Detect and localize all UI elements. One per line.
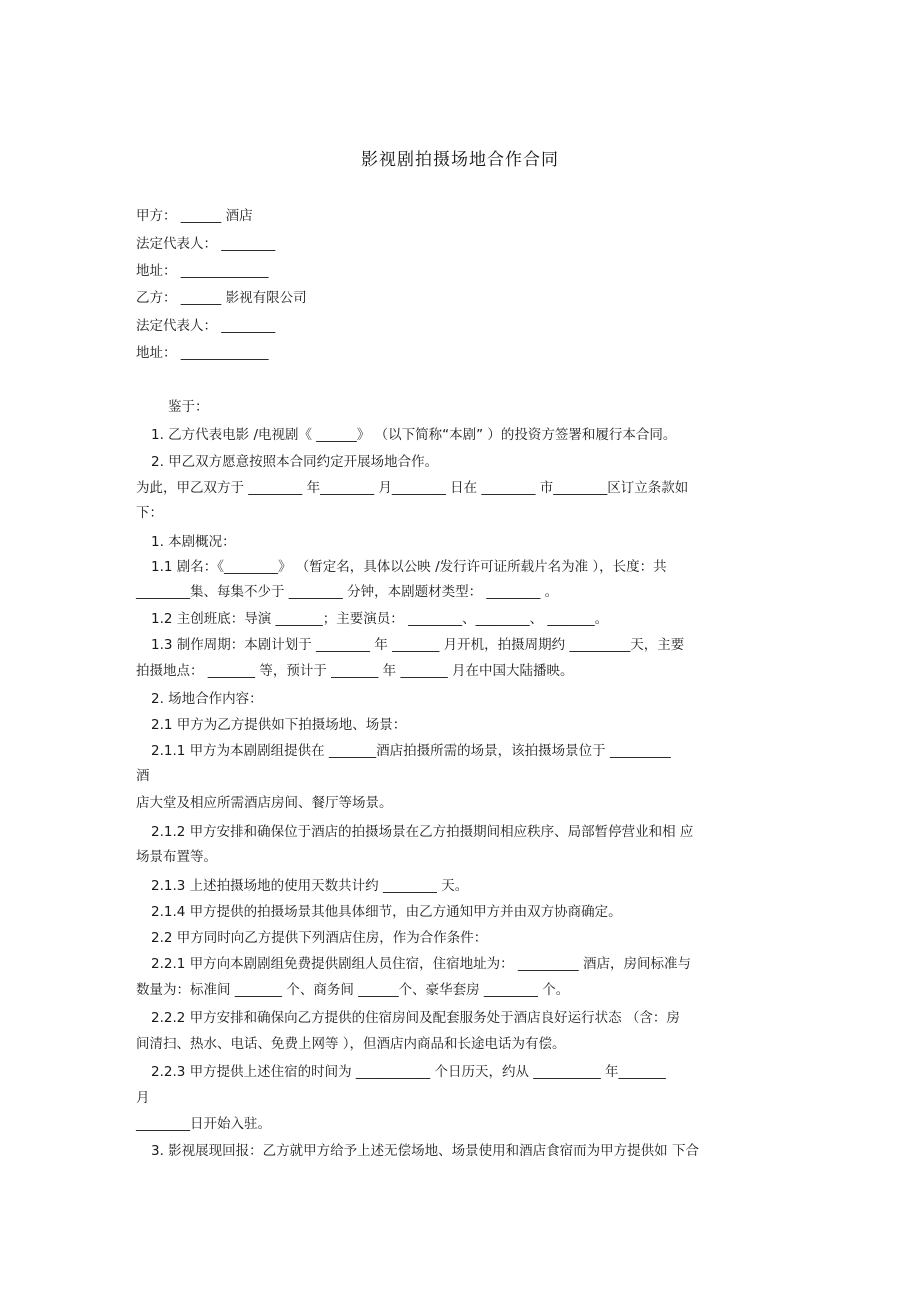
clause-1-1: 1.1 剧名：《________》 （暂定名，具体以公映 /发行许可证所载片名为准 ），长度：共: [151, 559, 667, 575]
clause-2-1-3: 2.1.3 上述拍摄场地的使用天数共计约 ________ 天。: [151, 878, 469, 894]
clause-2-1: 2.1 甲方为乙方提供如下拍摄场地、场景：: [151, 717, 407, 733]
party-b: 乙方： ______ 影视有限公司: [136, 290, 307, 306]
party-b-representative: 法定代表人： ________: [136, 318, 276, 334]
clause-2-1-1-cont-2: 店大堂及相应所需酒店房间、餐厅等场景。: [136, 795, 393, 811]
whereas-item-2: 2. 甲乙双方愿意按照本合同约定开展场地合作。: [151, 454, 439, 470]
section-2-heading: 2. 场地合作内容：: [151, 691, 263, 707]
clause-1-3-cont: 拍摄地点： _______ 等，预计于 _______ 年 _______ 月在中国大陆播映。: [136, 663, 574, 679]
clause-1-3: 1.3 制作周期：本剧计划于 ________ 年 _______ 月开机，拍摄周期约 _________天，主要: [151, 637, 685, 653]
clause-2-2-2-cont: 间清扫、热水、电话、免费上网等 ），但酒店内商品和长途电话为有偿。: [136, 1036, 566, 1052]
clause-2-2-1-cont: 数量为：标准间 _______ 个、商务间 ______个、豪华套房 ________ 个。: [136, 982, 570, 998]
section-1-heading: 1. 本剧概况：: [151, 534, 236, 550]
party-a-address: 地址： _____________: [136, 263, 269, 279]
clause-1-1-cont: ________集、每集不少于 ________ 分钟，本剧题材类型： ________ 。: [136, 584, 559, 600]
clause-2-2-3-cont: 月: [136, 1090, 150, 1106]
party-a-representative: 法定代表人： ________: [136, 236, 276, 252]
clause-2-1-1: 2.1.1 甲方为本剧剧组提供在 _______酒店拍摄所需的场景，该拍摄场景位于 _________: [151, 743, 671, 759]
clause-2-2-2: 2.2.2 甲方安排和确保向乙方提供的住宿房间及配套服务处于酒店良好运行状态 （含：房: [151, 1010, 680, 1026]
clause-1-2: 1.2 主创班底：导演 _______；主要演员： ________、________、 _______。: [151, 611, 609, 627]
whereas-item-1: 1. 乙方代表电影 /电视剧《 ______》 （以下简称“本剧” ）的投资方签署和履行本合同。: [151, 427, 677, 443]
clause-2-1-4: 2.1.4 甲方提供的拍摄场景其他具体细节，由乙方通知甲方并由双方协商确定。: [151, 904, 622, 920]
agreement-intro-cont: 下：: [136, 505, 163, 521]
clause-2-2-3-cont-2: ________日开始入驻。: [136, 1116, 271, 1132]
whereas-label: 鉴于：: [168, 399, 209, 415]
section-3-clause: 3. 影视展现回报：乙方就甲方给予上述无偿场地、场景使用和酒店食宿而为甲方提供如 下合: [151, 1143, 699, 1159]
clause-2-2: 2.2 甲方同时向乙方提供下列酒店住房，作为合作条件：: [151, 930, 488, 946]
clause-2-1-2-cont: 场景布置等。: [136, 849, 217, 865]
party-b-address: 地址： _____________: [136, 345, 269, 361]
party-a: 甲方： ______ 酒店: [136, 208, 253, 224]
agreement-intro: 为此，甲乙双方于 ________ 年________ 月________ 日在 ________ 市________区订立条款如: [136, 480, 689, 496]
clause-2-1-2: 2.1.2 甲方安排和确保位于酒店的拍摄场景在乙方拍摄期间相应秩序、局部暂停营业和相 应: [151, 824, 694, 840]
clause-2-1-1-cont: 酒: [136, 768, 150, 784]
clause-2-2-3: 2.2.3 甲方提供上述住宿的时间为 ___________ 个日历天，约从 __________ 年_______: [151, 1064, 666, 1080]
clause-2-2-1: 2.2.1 甲方向本剧剧组免费提供剧组人员住宿，住宿地址为： _________ 酒店，房间标准与: [151, 956, 691, 972]
page-title: 影视剧拍摄场地合作合同: [361, 150, 559, 170]
